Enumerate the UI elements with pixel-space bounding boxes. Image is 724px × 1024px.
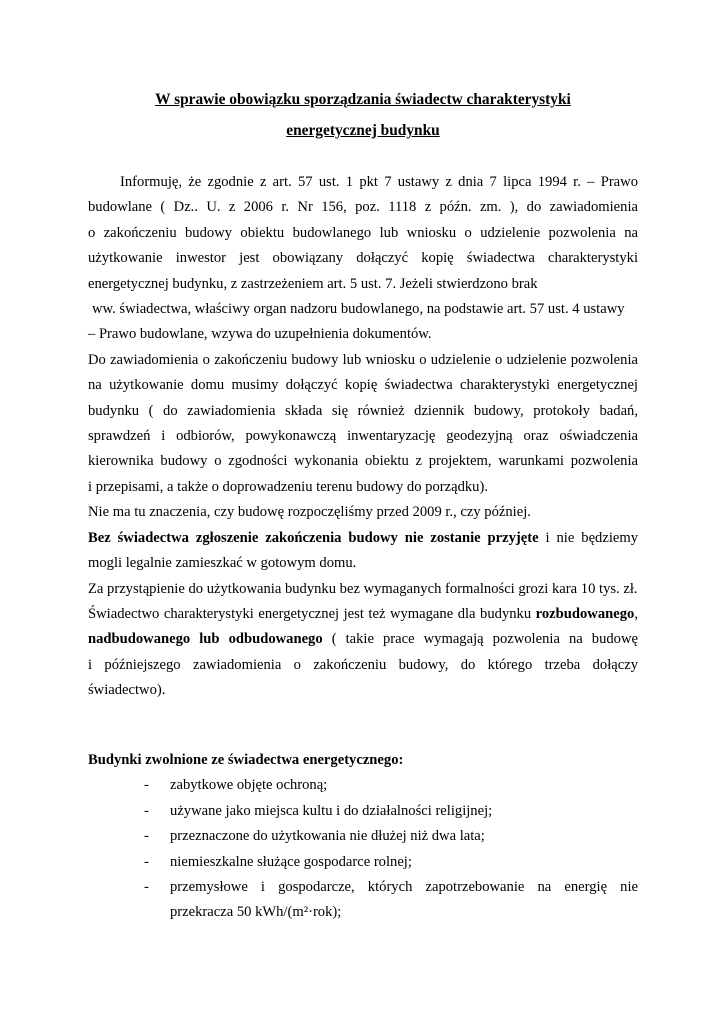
text-line: Informuję, że zgodnie z art. 57 ust. 1 pkt 7 ustawy z dnia 7 lipca 1994 r. – Prawo bbox=[120, 174, 638, 190]
text-line: budowlane ( Dz.. U. z 2006 r. Nr 156, poz. 1118 z późn. zm. ), do zawiadomienia bbox=[88, 199, 638, 216]
exemptions-section bbox=[88, 748, 638, 926]
text-line: mogli legalnie zamieszkać w gotowym domu. bbox=[88, 555, 357, 572]
text-line: ww. świadectwa, właściwy organ nadzoru budowlanego, na podstawie art. 57 ust. 4 ustawy bbox=[92, 301, 625, 318]
list-item bbox=[88, 875, 638, 926]
document-title bbox=[88, 84, 638, 146]
paragraph-legal-basis bbox=[88, 170, 638, 348]
paragraph-penalty bbox=[88, 577, 638, 602]
text-line: i przepisami, a także o doprowadzeniu terenu budowy do porządku). bbox=[88, 478, 488, 495]
paragraph-extension-rules bbox=[88, 602, 638, 704]
paragraph-required-documents bbox=[88, 348, 638, 500]
text-line: Za przystąpienie do użytkowania budynku bez wymaganych formalności grozi kara 10 tys. zł. bbox=[88, 580, 638, 597]
list-item bbox=[88, 799, 638, 824]
document-body bbox=[88, 170, 638, 704]
text-line: kierownika budowy o zgodności wykonania obiektu z projektem, warunkami pozwolenia bbox=[88, 453, 638, 470]
text-line: na użytkowanie domu musimy dołączyć kopię świadectwa charakterystyki energetycznej bbox=[88, 377, 638, 394]
text-line: budynku ( do zawiadomienia składa się również dziennik budowy, protokoły badań, bbox=[88, 402, 638, 419]
list-item-text: przemysłowe i gospodarcze, których zapotrzebowanie na energię nie bbox=[170, 879, 638, 896]
text-line: – Prawo budowlane, wzywa do uzupełnienia dokumentów. bbox=[88, 326, 432, 343]
list-item bbox=[88, 850, 638, 875]
section-heading: Budynki zwolnione ze świadectwa energetycznego: bbox=[88, 752, 404, 768]
text-run: , bbox=[634, 605, 638, 622]
text-line: użytkowanie inwestor jest obowiązany dołączyć kopię świadectwa charakterystyki bbox=[88, 250, 638, 267]
exemptions-list bbox=[88, 773, 638, 925]
text-run: Świadectwo charakterystyki energetycznej jest też wymagane dla budynku bbox=[88, 605, 536, 622]
text-line: Nie ma tu znaczenia, czy budowę rozpoczęliśmy przed 2009 r., czy później. bbox=[88, 504, 531, 521]
text-line bbox=[88, 627, 638, 652]
title-line-2: energetycznej budynku bbox=[286, 122, 440, 139]
bullet-dash: - bbox=[144, 802, 149, 819]
list-item bbox=[88, 773, 638, 798]
text-line: Do zawiadomienia o zakończeniu budowy lub wniosku o udzielenie o udzielenie pozwolenia bbox=[88, 351, 638, 368]
bullet-dash: - bbox=[144, 828, 149, 845]
bullet-dash: - bbox=[144, 777, 149, 794]
list-item-text: przeznaczone do użytkowania nie dłużej niż dwa lata; bbox=[170, 828, 485, 845]
text-line: sprawdzeń i odbiorów, powykonawczą inwentaryzację geodezyjną oraz oświadczenia bbox=[88, 428, 638, 445]
text-line: o zakończeniu budowy obiektu budowlanego lub wniosku o udzielenie pozwolenia na bbox=[88, 224, 638, 241]
text-line: energetycznej budynku, z zastrzeżeniem art. 5 ust. 7. Jeżeli stwierdzono brak bbox=[88, 275, 538, 292]
bullet-dash: - bbox=[144, 853, 149, 870]
list-item-text: zabytkowe objęte ochroną; bbox=[170, 777, 328, 794]
text-line: i późniejszego zawiadomienia o zakończeniu budowy, do którego trzeba dołączy bbox=[88, 656, 638, 673]
list-item-text: przekracza 50 kWh/(m²·rok); bbox=[170, 904, 342, 921]
bullet-dash: - bbox=[144, 879, 149, 896]
bold-text: rozbudowanego bbox=[535, 605, 635, 622]
paragraph-consequence bbox=[88, 526, 638, 577]
list-item bbox=[88, 824, 638, 849]
text-line: świadectwo). bbox=[88, 682, 166, 699]
paragraph-start-date bbox=[88, 500, 638, 525]
text-run: i nie będziemy bbox=[538, 529, 638, 546]
list-item-text: niemieszkalne służące gospodarce rolnej; bbox=[170, 853, 412, 870]
text-line bbox=[88, 526, 638, 551]
list-item-text: używane jako miejsca kultu i do działalności religijnej; bbox=[170, 802, 493, 819]
title-line-1: W sprawie obowiązku sporządzania świadectw charakterystyki bbox=[155, 91, 571, 108]
text-line bbox=[88, 602, 638, 627]
bold-text: nadbudowanego lub odbudowanego bbox=[88, 631, 323, 648]
text-run: ( takie prace wymagają pozwolenia na budowę bbox=[322, 631, 638, 648]
bold-text: Bez świadectwa zgłoszenie zakończenia budowy nie zostanie przyjęte bbox=[88, 529, 539, 546]
